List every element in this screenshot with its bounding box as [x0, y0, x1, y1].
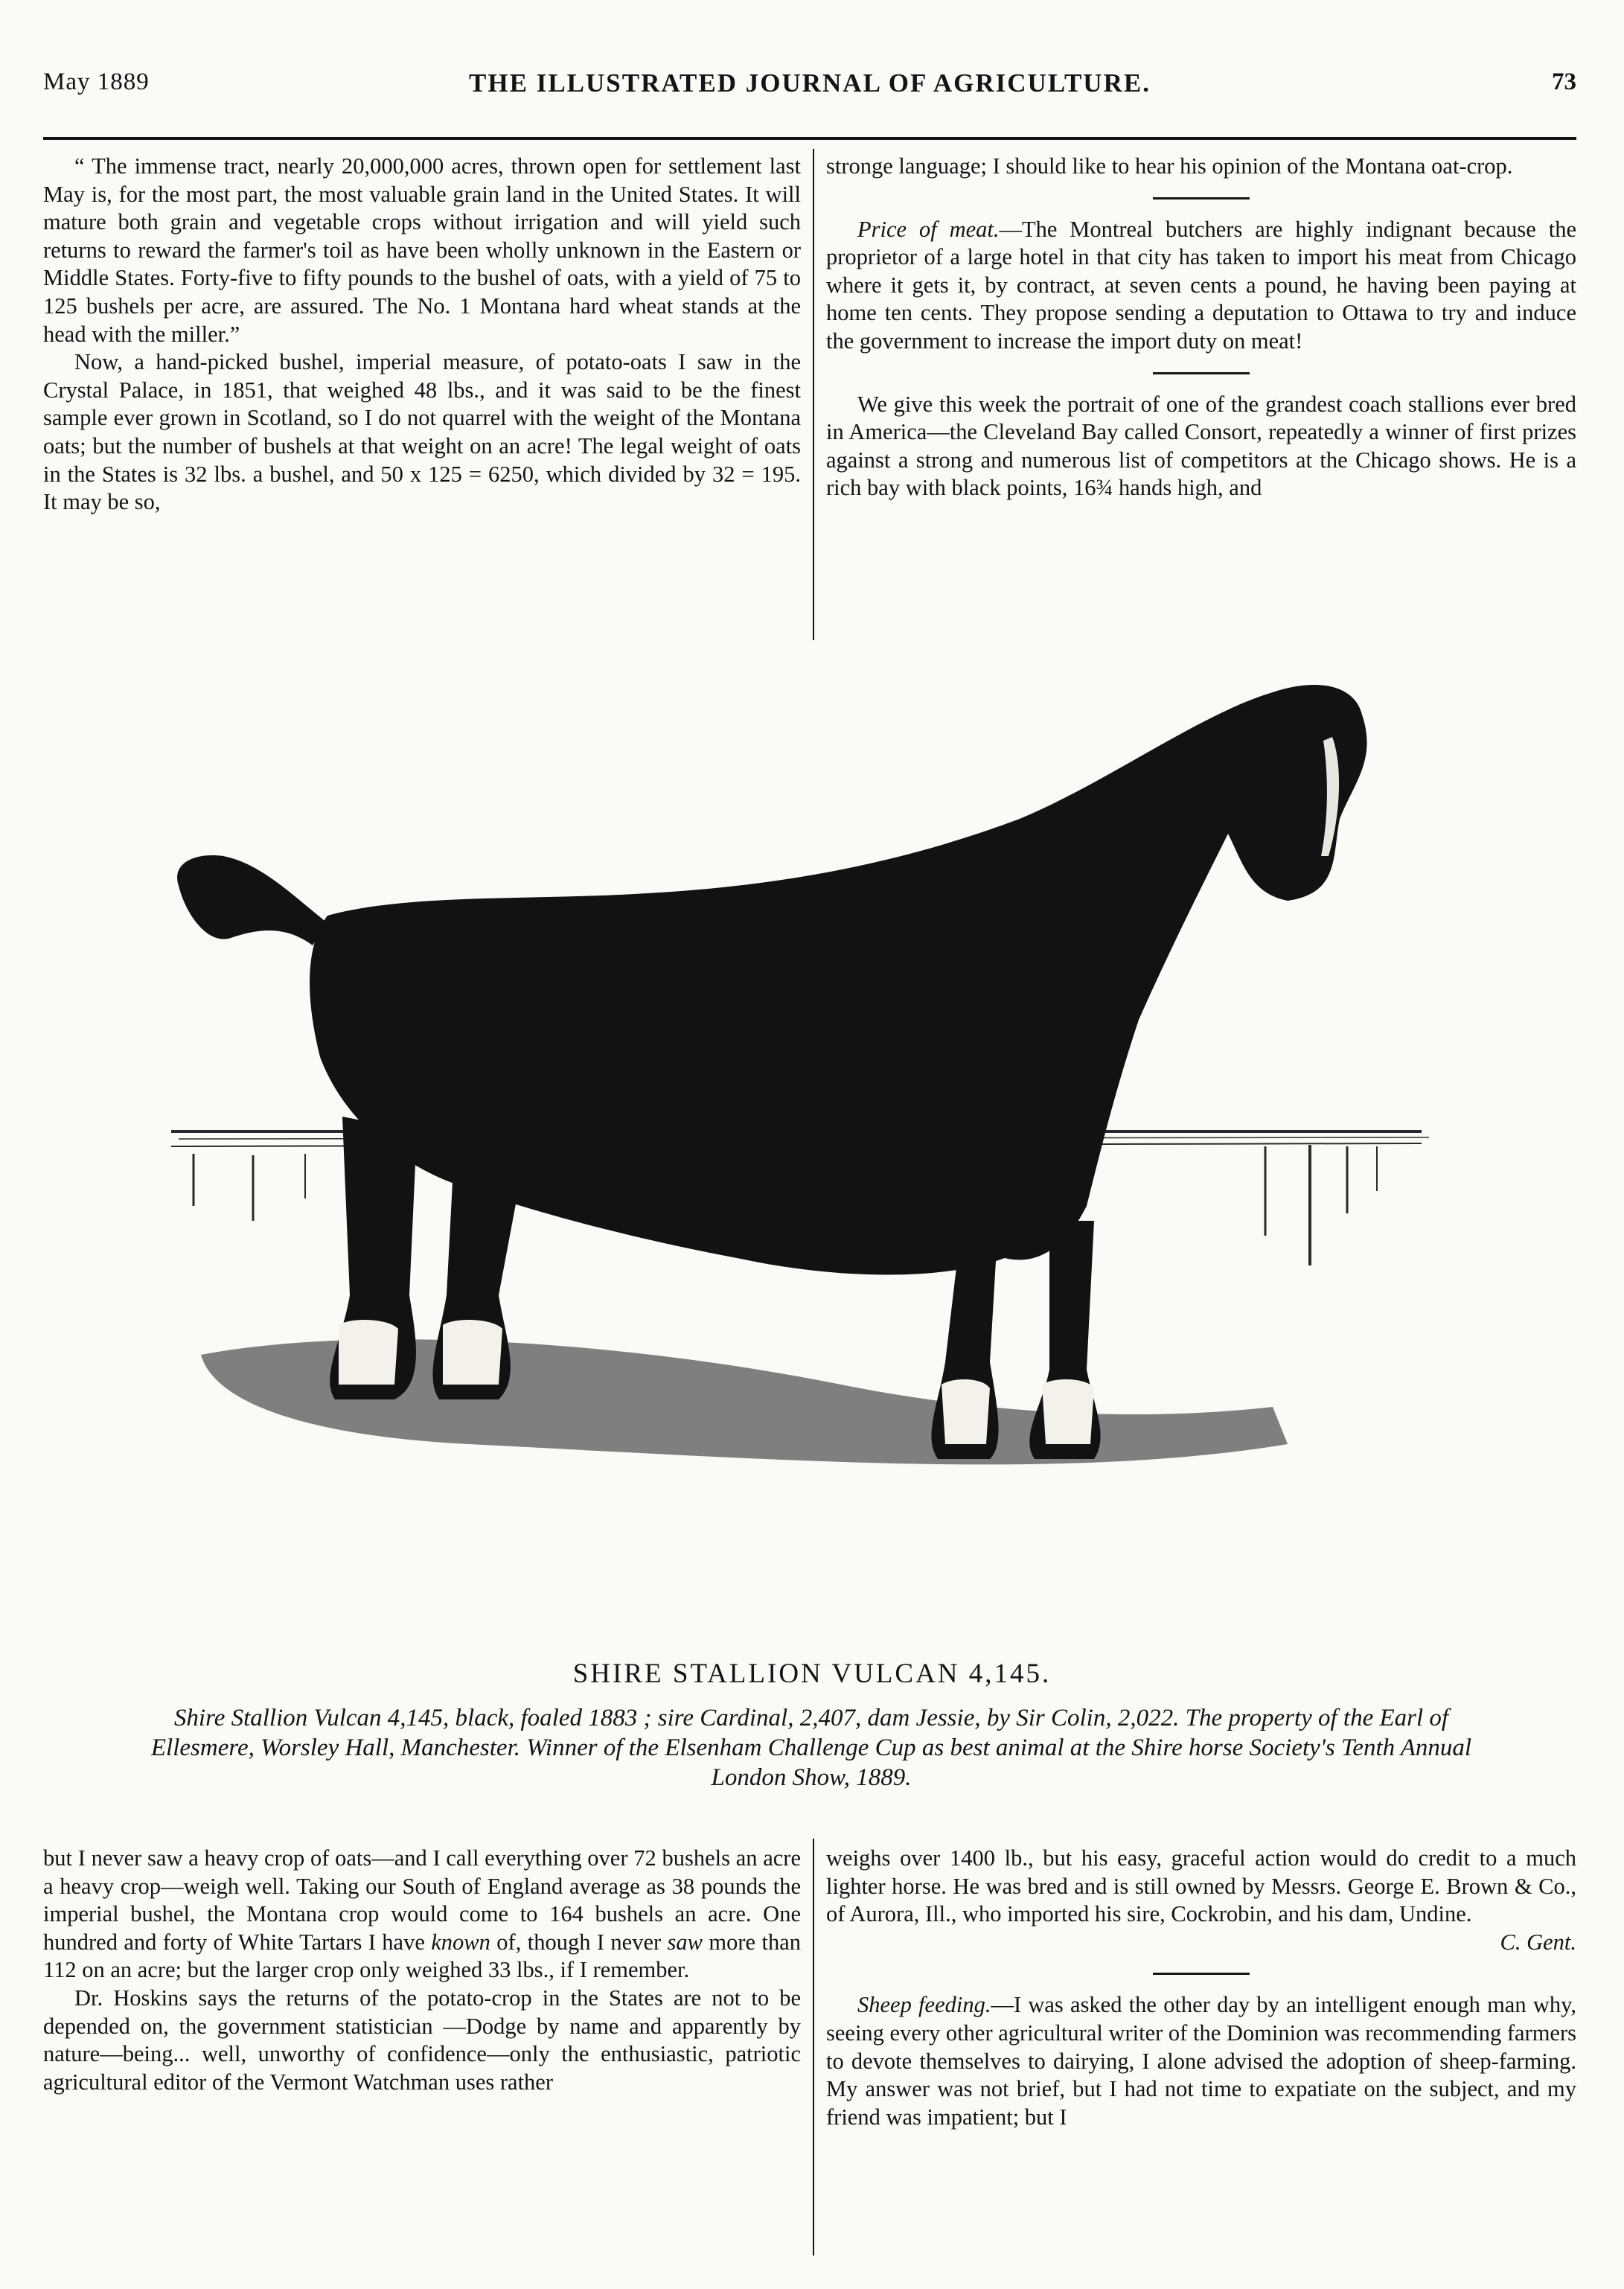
sheep-feeding-text: —I was asked the other day by an intelligent enough man why, seeing every other agricultural writer of the Dominion was recommending farmers to devote themselves to dairying, I alone advised the adoption of sheep-farming. My answer was not brief, but I had not time to expatiate on the subject, and my friend was impatient; but I [826, 1992, 1576, 2130]
section-separator [1153, 372, 1250, 374]
consort-stallion-paragraph: We give this week the portrait of one of the grandest coach stallions ever bred in America—the Cleveland Bay called Consort, repeatedly a winner of first prizes against a strong and numerous list of competitors at the Chicago shows. He is a rich bay with black points, 16¾ hands high, and [826, 391, 1576, 501]
column-divider-bottom [813, 1839, 814, 2256]
shire-stallion-engraving [171, 670, 1481, 1638]
article-column-top-left [43, 153, 801, 517]
section-separator [1153, 197, 1250, 199]
header-rule [43, 137, 1576, 140]
sheep-feeding-paragraph [826, 1991, 1576, 2131]
section-separator [1153, 1973, 1250, 1975]
montana-quote-paragraph: “ The immense tract, nearly 20,000,000 acres, thrown open for settlement last May is, for the most part, the most valuable grain land in the United States. It will mature both grain and vegetable crops without irrigation and will yield such returns to reward the farmer's toil as have been wholly unknown in the Eastern or Middle States. Forty-five to fifty pounds to the bushel of oats, with a yield of 75 to 125 bushels per acre, are assured. The No. 1 Montana hard wheat stands at the head with the miller.” [43, 153, 801, 347]
price-of-meat-paragraph [826, 216, 1576, 356]
price-of-meat-heading: Price of meat. [857, 216, 1000, 242]
running-header [43, 68, 1576, 104]
column-divider-top [813, 149, 814, 640]
illustration-caption-body: Shire Stallion Vulcan 4,145, black, foaled 1883 ; sire Cardinal, 2,407, dam Jessie, by Sir Colin, 2,022. The property of the Earl of Ellesmere, Worsley Hall, Manchester. Winner of the Elsenham Challenge Cup as best animal at the Shire horse Society's Tenth Annual London Show, 1889. [150, 1705, 1472, 1791]
stallion-illustration [171, 670, 1481, 1638]
consort-continuation: weighs over 1400 lb., but his easy, graceful action would do credit to a much lighter horse. He was bred and is still owned by Messrs. George E. Brown & Co., of Aurora, Ill., who imported his sire, Cockrobin, and his dam, Undine. [826, 1845, 1576, 1927]
sheep-feeding-heading: Sheep feeding. [857, 1992, 991, 2018]
illustration-caption-title: SHIRE STALLION VULCAN 4,145. [572, 1659, 1052, 1689]
oat-crop-continuation: stronge language; I should like to hear his opinion of the Montana oat-crop. [826, 153, 1513, 179]
article-column-bottom-right [826, 1845, 1576, 2131]
author-signature: C. Gent. [1500, 1929, 1576, 1955]
heavy-crop-paragraph: but I never saw a heavy crop of oats—and I call everything over 72 bushels an acre a heavy crop—weigh well. Taking our South of England average as 38 pounds the imperial bushel, the Montana crop would come to 164 bushels an acre. One hundred and forty of White Tartars I have known of, though I never saw more than 112 on an acre; but the larger crop only weighed 33 lbs., if I remember. [43, 1845, 801, 1983]
page-number: 73 [1552, 68, 1576, 95]
article-column-top-right [826, 153, 1576, 502]
journal-title: THE ILLUSTRATED JOURNAL OF AGRICULTURE. [469, 68, 1151, 98]
potato-oats-paragraph: Now, a hand-picked bushel, imperial measure, of potato-oats I saw in the Crystal Palace, in 1851, that weighed 48 lbs., and it was said to be the finest sample ever grown in Scotland, so I do not quarrel with the weight of the Montana oats; but the number of bushels at that weight on an acre! The legal weight of oats in the States is 32 lbs. a bushel, and 50 x 125 = 6250, which divided by 32 = 195. It may be so, [43, 349, 801, 515]
issue-date: May 1889 [43, 68, 150, 95]
article-column-bottom-left [43, 1845, 801, 2096]
price-of-meat-text: —The Montreal butchers are highly indignant because the proprietor of a large hotel in that city has taken to import his meat from Chicago where it gets it, by contract, at seven cents a pound, he having been paying at home ten cents. They propose sending a deputation to Ottawa to try and induce the government to increase the import duty on meat! [826, 216, 1576, 354]
hoskins-paragraph: Dr. Hoskins says the returns of the potato-crop in the States are not to be depended on, the government statistician —Dodge by name and apparently by nature—being... well, unworthy of confidence—only the enthusiastic, patriotic agricultural editor of the Vermont Watchman uses rather [43, 1985, 801, 2095]
